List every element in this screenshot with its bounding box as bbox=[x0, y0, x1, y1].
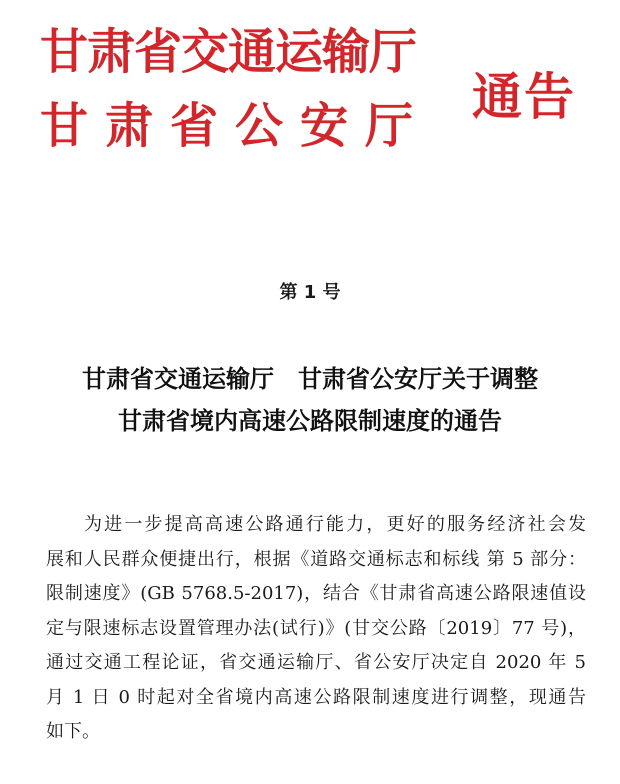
issuer-transport-department: 甘肃省交通运输厅 bbox=[40, 24, 417, 80]
notice-heading: 通告 bbox=[472, 67, 576, 126]
document-title-line-1: 甘肃省交通运输厅 甘肃省公安厅关于调整 bbox=[82, 365, 538, 393]
document-title bbox=[0, 358, 620, 442]
body-line: 如下。 bbox=[46, 721, 100, 742]
issuer-public-security-department: 甘肃省公安厅 bbox=[40, 98, 431, 154]
document-number: 第 1 号 bbox=[279, 282, 341, 303]
document-title-line-2: 甘肃省境内高速公路限制速度的通告 bbox=[118, 407, 502, 435]
body-line: 限制速度》(GB 5768.5-2017)，结合《甘肃省高速公路限速值设 bbox=[46, 583, 586, 604]
body-line: 展和人民群众便捷出行，根据《道路交通标志和标线 第 5 部分： bbox=[46, 548, 586, 570]
body-line: 为进一步提高高速公路通行能力，更好的服务经济社会发 bbox=[84, 514, 586, 535]
body-paragraph bbox=[46, 508, 586, 750]
body-line: 定与限速标志设置管理办法(试行)》(甘交公路〔2019〕77 号)， bbox=[46, 617, 586, 639]
body-line: 通过交通工程论证，省交通运输厅、省公安厅决定自 2020 年 5 bbox=[46, 652, 586, 673]
masthead bbox=[40, 24, 600, 168]
body-line: 月 1 日 0 时起对全省境内高速公路限制速度进行调整，现通告 bbox=[46, 686, 586, 708]
